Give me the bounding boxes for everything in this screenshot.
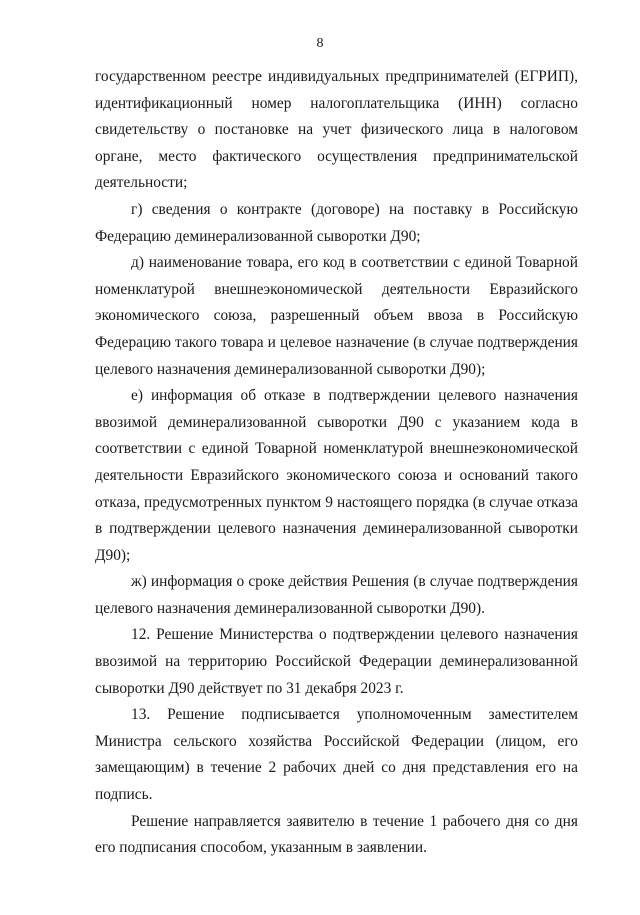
document-body — [95, 64, 578, 862]
paragraph-decision-sending: Решение направляется заявителю в течение 1 рабочего дня со дня его подписания способом, указанным в заявлении. — [95, 812, 578, 857]
paragraph-clause-13: 13. Решение подписывается уполномоченным заместителем Министра сельского хозяйства Российской Федерации (лицом, его замещающим) в течение 2 рабочих дней со дня представления его на подпись. — [95, 706, 578, 804]
paragraph-item-g: г) сведения о контракте (договоре) на поставку в Российскую Федерацию деминерализованной сыворотки Д90; — [95, 200, 578, 245]
paragraph-item-zh: ж) информация о сроке действия Решения (в случае подтверждения целевого назначения деминерализованной сыворотки Д90). — [95, 573, 578, 617]
page-number: 8 — [316, 36, 324, 51]
paragraph-item-d: д) наименование товара, его код в соответствии с единой Товарной номенклатурой внешнеэкономической деятельности Евразийского экономического союза, разрешенный объем ввоза в Российскую Федерацию такого товара и целевое назначение (в случае подтверждения целевого назначения деминерализованной сыворотки Д90); — [95, 254, 578, 378]
paragraph-clause-12: 12. Решение Министерства о подтверждении целевого назначения ввозимой на территорию Российской Федерации деминерализованной сыворотки Д90 действует по 31 декабря 2023 г. — [95, 626, 578, 697]
paragraph-egrip-continuation: государственном реестре индивидуальных предпринимателей (ЕГРИП), идентификационный номер налогоплательщика (ИНН) согласно свидетельству о постановке на учет физического лица в налоговом органе, место фактического осуществления предпринимательской деятельности; — [95, 68, 578, 192]
paragraph-item-e: е) информация об отказе в подтверждении целевого назначения ввозимой деминерализованной сыворотки Д90 с указанием кода в соответствии с единой Товарной номенклатурой внешнеэкономической деятельности Евразийского экономического союза и оснований такого отказа, предусмотренных пунктом 9 настоящего порядка (в случае отказа в подтверждении целевого назначения деминерализованной сыворотки Д90); — [95, 387, 578, 564]
